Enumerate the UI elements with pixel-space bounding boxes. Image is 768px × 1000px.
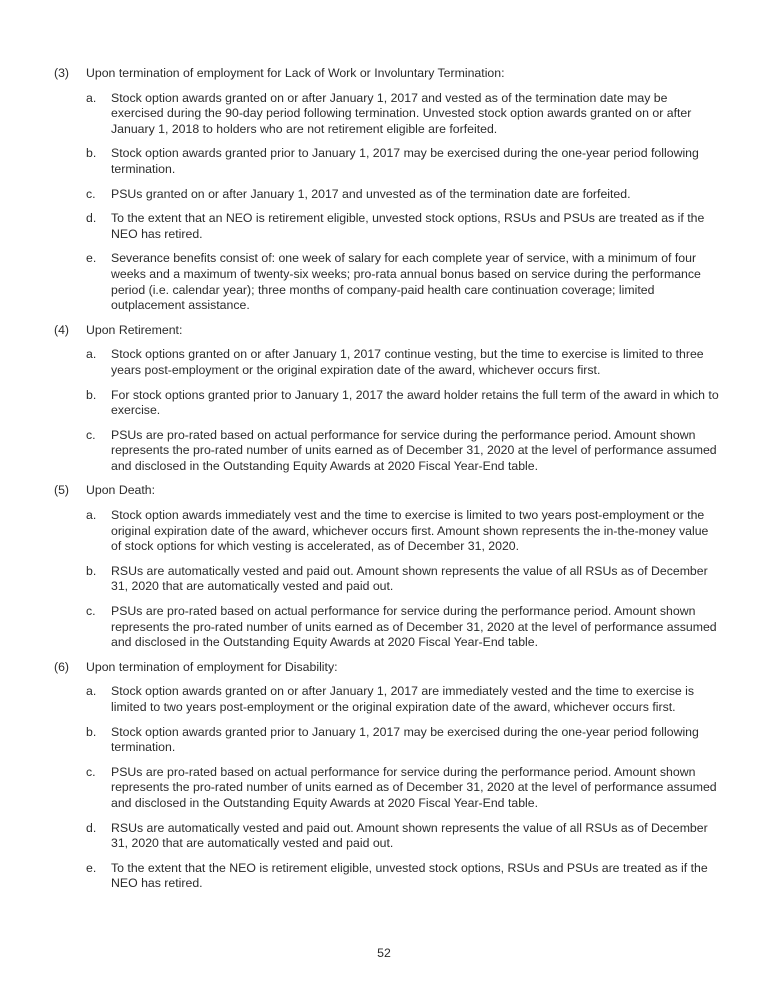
section-number: (6) bbox=[54, 659, 70, 674]
list-item bbox=[86, 564, 719, 595]
item-letter: e. bbox=[86, 251, 97, 266]
section-items bbox=[86, 684, 719, 892]
item-text: RSUs are automatically vested and paid out. Amount shown represents the value of all RSUs as of December 31, 2020 that are automatically vested and paid out. bbox=[111, 563, 708, 594]
list-item bbox=[86, 765, 719, 812]
section-items bbox=[86, 508, 719, 651]
list-item bbox=[86, 428, 719, 475]
item-text: Stock option awards granted prior to January 1, 2017 may be exercised during the one-year period following termination. bbox=[111, 724, 699, 755]
footnote-section-5 bbox=[54, 483, 719, 650]
section-heading bbox=[54, 66, 719, 82]
item-letter: a. bbox=[86, 684, 97, 699]
list-item bbox=[86, 91, 719, 138]
item-text: PSUs granted on or after January 1, 2017 and unvested as of the termination date are forfeited. bbox=[111, 186, 631, 201]
item-letter: e. bbox=[86, 860, 97, 875]
section-number: (4) bbox=[54, 322, 70, 337]
section-items bbox=[86, 347, 719, 474]
item-letter: b. bbox=[86, 563, 97, 578]
list-item bbox=[86, 821, 719, 852]
item-text: PSUs are pro-rated based on actual performance for service during the performance period. Amount shown represents the pro-rated number of units earned as of December 31, 2020 at the level of performance assumed and disclosed in the Outstanding Equity Awards at 2020 Fiscal Year-End table. bbox=[111, 604, 717, 650]
section-heading bbox=[54, 323, 719, 339]
item-text: RSUs are automatically vested and paid out. Amount shown represents the value of all RSUs as of December 31, 2020 that are automatically vested and paid out. bbox=[111, 820, 708, 851]
item-text: To the extent that an NEO is retirement eligible, unvested stock options, RSUs and PSUs are treated as if the NEO has retired. bbox=[111, 211, 705, 241]
list-item bbox=[86, 725, 719, 756]
page-number: 52 bbox=[377, 946, 391, 960]
footnote-section-3 bbox=[54, 66, 719, 314]
section-title: Upon termination of employment for Disability: bbox=[86, 659, 338, 674]
item-letter: d. bbox=[86, 820, 97, 835]
list-item bbox=[86, 388, 719, 419]
footnotes-content bbox=[54, 66, 719, 901]
item-text: PSUs are pro-rated based on actual performance for service during the performance period. Amount shown represents the pro-rated number of units earned as of December 31, 2020 at the level of performance assumed and disclosed in the Outstanding Equity Awards at 2020 Fiscal Year-End table. bbox=[111, 764, 717, 810]
item-text: Severance benefits consist of: one week of salary for each complete year of service, with a minimum of four weeks and a maximum of twenty-six weeks; pro-rata annual bonus based on service during the performance period (i.e. calendar year); three months of company-paid health care continuation coverage; limited outplacement assistance. bbox=[111, 251, 701, 313]
item-letter: a. bbox=[86, 90, 97, 105]
item-letter: c. bbox=[86, 427, 96, 442]
section-title: Upon Death: bbox=[86, 483, 156, 498]
list-item bbox=[86, 508, 719, 555]
item-letter: c. bbox=[86, 186, 96, 201]
section-items bbox=[86, 91, 719, 314]
item-text: PSUs are pro-rated based on actual performance for service during the performance period. Amount shown represents the pro-rated number of units earned as of December 31, 2020 at the level of performance assumed and disclosed in the Outstanding Equity Awards at 2020 Fiscal Year-End table. bbox=[111, 427, 717, 473]
item-text: Stock option awards granted prior to January 1, 2017 may be exercised during the one-year period following termination. bbox=[111, 146, 699, 176]
section-number: (5) bbox=[54, 483, 70, 498]
section-heading bbox=[54, 483, 719, 499]
item-letter: c. bbox=[86, 604, 96, 619]
item-letter: a. bbox=[86, 347, 97, 362]
item-text: To the extent that the NEO is retirement eligible, unvested stock options, RSUs and PSUs are treated as if the NEO has retired. bbox=[111, 860, 708, 891]
item-letter: c. bbox=[86, 764, 96, 779]
list-item bbox=[86, 146, 719, 177]
item-text: Stock option awards immediately vest and the time to exercise is limited to two years post-employment or the original expiration date of the award, whichever occurs first. Amount shown represents the in-the-money value of stock options for which vesting is accelerated, as of December 31, 2020. bbox=[111, 508, 709, 554]
list-item bbox=[86, 347, 719, 378]
item-text: Stock option awards granted on or after January 1, 2017 are immediately vested and the time to exercise is limited to two years post-employment or the original expiration date of the award, whichever occurs first. bbox=[111, 684, 695, 714]
item-text: Stock option awards granted on or after January 1, 2017 and vested as of the termination date may be exercised during the 90-day period following termination. Unvested stock option awards granted on or after January 1, 2018 to holders who are not retirement eligible are forfeited. bbox=[111, 90, 692, 136]
item-letter: b. bbox=[86, 387, 97, 402]
list-item bbox=[86, 187, 719, 203]
list-item bbox=[86, 251, 719, 313]
item-letter: a. bbox=[86, 508, 97, 523]
section-title: Upon Retirement: bbox=[86, 322, 183, 337]
list-item bbox=[86, 604, 719, 651]
item-letter: d. bbox=[86, 211, 97, 226]
list-item bbox=[86, 211, 719, 242]
item-text: For stock options granted prior to January 1, 2017 the award holder retains the full term of the award in which to exercise. bbox=[111, 387, 719, 418]
section-number: (3) bbox=[54, 66, 70, 80]
item-text: Stock options granted on or after January 1, 2017 continue vesting, but the time to exercise is limited to three years post-employment or the original expiration date of the award, whichever occurs first. bbox=[111, 347, 704, 377]
list-item bbox=[86, 684, 719, 715]
item-letter: b. bbox=[86, 146, 97, 161]
section-title: Upon termination of employment for Lack of Work or Involuntary Termination: bbox=[86, 66, 505, 80]
footnote-section-6 bbox=[54, 660, 719, 892]
item-letter: b. bbox=[86, 724, 97, 739]
section-heading bbox=[54, 660, 719, 676]
list-item bbox=[86, 861, 719, 892]
footnote-section-4 bbox=[54, 323, 719, 475]
